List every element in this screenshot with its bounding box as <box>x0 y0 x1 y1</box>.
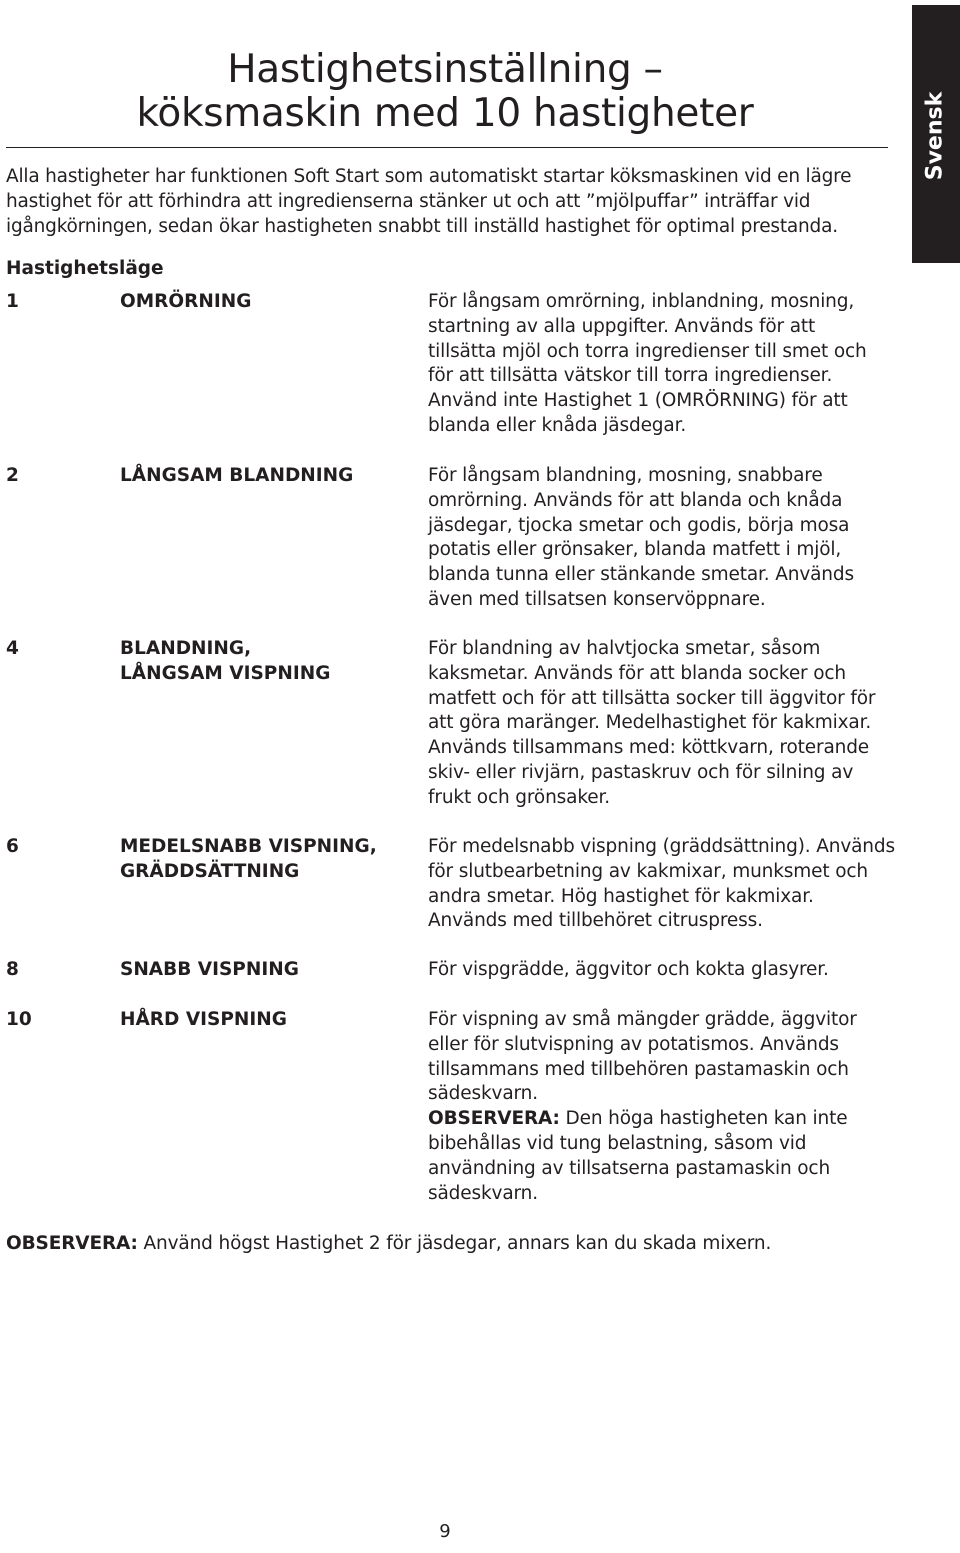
speed-name <box>120 1008 420 1033</box>
speed-name <box>120 958 420 983</box>
speed-number: 1 <box>6 291 19 312</box>
speed-number: 6 <box>6 836 19 857</box>
description-line: frukt och grönsaker. <box>428 786 610 808</box>
speed-number: 2 <box>6 465 19 486</box>
description-line: för att tillsätta vätskor till torra ingredienser. <box>428 365 833 387</box>
final-note-text: Använd högst Hastighet 2 för jäsdegar, annars kan du skada mixern. <box>137 1233 772 1254</box>
description-line: blanda tunna eller stänkande smetar. Används <box>428 564 854 586</box>
speed-description <box>428 835 894 934</box>
note-line: sädeskvarn. <box>428 1182 538 1204</box>
description-line: för slutbearbetning av kakmixar, munksmet och <box>428 860 868 882</box>
note-text: Den höga hastigheten kan inte <box>559 1108 848 1130</box>
speed-description <box>428 464 894 613</box>
speed-name-line: SNABB VISPNING <box>120 959 299 980</box>
speed-description <box>428 290 894 439</box>
description-line: Används med tillbehöret citruspress. <box>428 910 763 932</box>
speed-name-line: LÅNGSAM BLANDNING <box>120 465 354 486</box>
description-line: För vispning av små mängder grädde, äggvitor <box>428 1009 857 1030</box>
description-line: För blandning av halvtjocka smetar, såsom <box>428 638 821 659</box>
speed-name <box>120 835 420 885</box>
description-line: Använd inte Hastighet 1 (OMRÖRNING) för att <box>428 390 848 412</box>
note-line: bibehållas vid tung belastning, såsom vid <box>428 1132 807 1154</box>
page-title-line-1: Hastighetsinställning – <box>227 47 663 92</box>
speed-number: 4 <box>6 638 19 659</box>
intro-paragraph: Alla hastigheter har funktionen Soft Start som automatiskt startar köksmaskinen vid en lägre hastighet för att förhindra att ingredienserna stänker ut och att ”mjölpuffar” inträffar vid igångkörningen, sedan ökar hastigheten snabbt till inställd hastighet för optimal prestanda. <box>6 166 852 237</box>
language-tab-label: Svensk <box>922 91 948 181</box>
description-line: andra smetar. Hög hastighet för kakmixar. <box>428 885 814 907</box>
description-line: att göra maränger. Medelhastighet för kakmixar. <box>428 712 872 734</box>
final-note <box>6 1231 771 1256</box>
description-line: sädeskvarn. <box>428 1083 538 1105</box>
section-label: Hastighetsläge <box>6 258 164 279</box>
speed-name-line: HÅRD VISPNING <box>120 1009 287 1030</box>
description-line: blanda eller knåda jäsdegar. <box>428 414 687 436</box>
page-title-line-2: köksmaskin med 10 hastigheter <box>136 91 754 136</box>
description-line: För långsam blandning, mosning, snabbare <box>428 465 823 486</box>
description-line: startning av alla uppgifter. Används för att <box>428 315 816 337</box>
description-line: eller för slutvispning av potatismos. Används <box>428 1033 839 1055</box>
description-line: jäsdegar, tjocka smetar och godis, börja mosa <box>428 514 850 536</box>
note-line: användning av tillsatserna pastamaskin och <box>428 1157 831 1179</box>
speed-description <box>428 1008 894 1206</box>
speed-name <box>120 637 420 687</box>
speed-name-line: MEDELSNABB VISPNING, <box>120 836 377 857</box>
speed-name-line: GRÄDDSÄTTNING <box>120 860 300 882</box>
note-label: OBSERVERA: <box>428 1108 560 1130</box>
description-line: skiv- eller rivjärn, pastaskruv och för silning av <box>428 761 854 783</box>
speed-name <box>120 464 420 489</box>
speed-number: 10 <box>6 1009 32 1030</box>
note-line <box>428 1107 894 1132</box>
description-line: omrörning. Används för att blanda och knåda <box>428 489 843 511</box>
description-line: kaksmetar. Används för att blanda socker och <box>428 662 847 684</box>
description-line: potatis eller grönsaker, blanda matfett i mjöl, <box>428 539 842 561</box>
description-line: För medelsnabb vispning (gräddsättning). Används <box>428 836 895 857</box>
description-line: Används tillsammans med: köttkvarn, roterande <box>428 737 870 759</box>
speed-name-line: BLANDNING, <box>120 638 252 659</box>
final-note-label: OBSERVERA: <box>6 1233 138 1254</box>
speed-description <box>428 958 894 983</box>
speed-name-line: OMRÖRNING <box>120 291 252 312</box>
page-title <box>0 48 890 136</box>
description-line: tillsammans med tillbehören pastamaskin och <box>428 1058 849 1080</box>
speed-name-line: LÅNGSAM VISPNING <box>120 662 331 684</box>
speed-description <box>428 637 894 811</box>
speed-name <box>120 290 420 315</box>
page-number: 9 <box>439 1521 451 1542</box>
description-line: även med tillsatsen konservöppnare. <box>428 588 766 610</box>
title-rule <box>6 147 888 148</box>
description-line: För långsam omrörning, inblandning, mosning, <box>428 291 855 312</box>
description-line: matfett och för att tillsätta socker till äggvitor för <box>428 687 876 709</box>
description-line: För vispgrädde, äggvitor och kokta glasyrer. <box>428 959 829 980</box>
speed-number: 8 <box>6 959 19 980</box>
description-line: tillsätta mjöl och torra ingredienser till smet och <box>428 340 867 362</box>
